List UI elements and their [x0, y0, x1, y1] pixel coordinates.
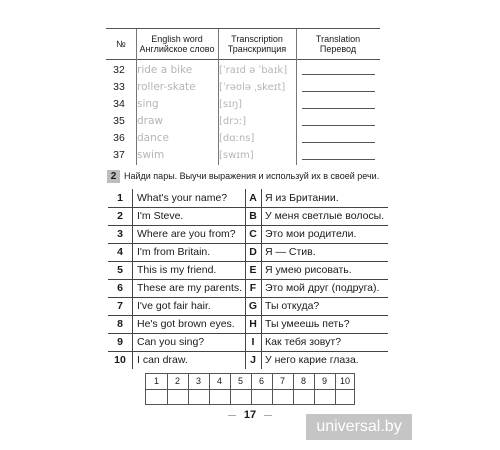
pair-number: 2 [117, 210, 123, 222]
pair-number: 8 [117, 318, 123, 330]
page-number: 17 [243, 409, 257, 421]
pair-row [108, 279, 388, 298]
page-number-dash-right [264, 415, 272, 416]
pair-russian: Я из Британии. [265, 192, 339, 204]
vocab-row [106, 79, 380, 96]
answer-grid-number: 6 [258, 376, 264, 386]
watermark: universal.by [306, 414, 412, 440]
pair-letter: J [250, 354, 256, 366]
vocab-row [106, 96, 380, 113]
header-number-label: № [116, 39, 126, 49]
translation-blank-line[interactable] [302, 91, 375, 92]
vocab-row-transcription: [swɪm] [219, 150, 254, 161]
header-english-ru: Английское слово [139, 44, 215, 54]
answer-grid-number: 1 [153, 376, 159, 386]
pair-english: He's got brown eyes. [137, 318, 235, 330]
grid-divider [167, 374, 168, 405]
pair-number: 5 [117, 264, 123, 276]
header-english-en: English word [151, 34, 203, 44]
pair-number: 6 [117, 282, 123, 294]
vocab-row [106, 62, 380, 79]
pair-letter: E [249, 264, 257, 276]
grid-divider [293, 374, 294, 405]
pair-russian: У него карие глаза. [265, 354, 359, 366]
vocab-row-transcription: [ˈraɪd ə ˈbaɪk] [219, 65, 288, 76]
pair-english: What's your name? [137, 192, 228, 204]
vocab-row [106, 147, 380, 164]
pair-letter: A [249, 192, 257, 204]
pair-number: 7 [117, 300, 123, 312]
header-translation-ru: Перевод [319, 44, 357, 54]
pair-letter: G [248, 300, 258, 312]
pair-row [108, 207, 388, 226]
pair-russian: Я — Стив. [265, 246, 316, 258]
vocab-row-transcription: [sɪŋ] [219, 99, 243, 110]
vocab-row-word: ride a bike [137, 64, 193, 76]
grid-divider [188, 374, 189, 405]
pair-russian: Как тебя зовут? [265, 336, 342, 348]
grid-divider [251, 374, 252, 405]
matching-table [108, 189, 388, 369]
grid-divider [209, 374, 210, 405]
translation-blank-line[interactable] [302, 142, 375, 143]
task-number-badge: 2 [107, 170, 120, 183]
pair-row [108, 225, 388, 244]
vocab-row-number: 36 [113, 132, 125, 144]
pair-letter: B [249, 210, 257, 222]
pair-letter: I [251, 336, 255, 348]
answer-grid-number: 10 [339, 376, 350, 386]
grid-divider [272, 374, 273, 405]
pair-number: 9 [117, 336, 123, 348]
answer-grid-number: 9 [321, 376, 327, 386]
pair-row [108, 315, 388, 334]
header-translation [296, 29, 380, 60]
translation-blank-line[interactable] [302, 74, 375, 75]
pair-row [108, 189, 388, 208]
pair-english: Where are you from? [137, 228, 236, 240]
pair-english: Can you sing? [137, 336, 205, 348]
answer-grid [145, 373, 355, 405]
vocab-row-number: 32 [113, 64, 125, 76]
translation-blank-line[interactable] [302, 159, 375, 160]
header-transcription-ru: Транскрипция [227, 44, 287, 54]
pair-russian: Это мой друг (подруга). [265, 282, 380, 294]
header-translation-en: Translation [315, 34, 361, 44]
pair-number: 1 [117, 192, 123, 204]
header-transcription [218, 29, 296, 60]
task-instruction: Найди пары. Выучи выражения и используй их в своей речи. [124, 171, 380, 181]
pair-russian: Это мои родители. [265, 228, 357, 240]
vocab-row-word: sing [137, 98, 159, 110]
translation-blank-line[interactable] [302, 108, 375, 109]
vocab-row-transcription: [ˈrəʊlə ˌskeɪt] [219, 82, 286, 93]
pair-row [108, 351, 388, 369]
pair-row [108, 261, 388, 280]
answer-grid-number: 5 [237, 376, 243, 386]
vocab-row-number: 33 [113, 81, 125, 93]
answer-grid-number: 7 [279, 376, 285, 386]
vocab-row [106, 113, 380, 130]
pair-number: 4 [117, 246, 123, 258]
vocab-row-word: dance [137, 132, 169, 144]
pair-russian: Я умею рисовать. [265, 264, 352, 276]
vocab-row [106, 130, 380, 147]
pair-english: I can draw. [137, 354, 188, 366]
header-number [106, 29, 136, 60]
pair-russian: У меня светлые волосы. [265, 210, 385, 222]
pair-letter: C [249, 228, 257, 240]
vocab-row-transcription: [dɑːns] [219, 133, 255, 144]
pair-english: I'm Steve. [137, 210, 184, 222]
pair-number: 10 [114, 354, 126, 366]
pair-english: I've got fair hair. [137, 300, 211, 312]
vocab-table [106, 28, 380, 165]
pair-english: These are my parents. [137, 282, 243, 294]
pair-english: I'm from Britain. [137, 246, 211, 258]
pair-russian: Ты умеешь петь? [265, 318, 350, 330]
grid-divider [335, 374, 336, 405]
translation-blank-line[interactable] [302, 125, 375, 126]
vocab-row-number: 35 [113, 115, 125, 127]
answer-grid-number: 8 [300, 376, 306, 386]
answer-grid-number: 4 [216, 376, 222, 386]
pair-row [108, 333, 388, 352]
vocab-row-word: roller-skate [137, 81, 196, 93]
answer-grid-number: 3 [195, 376, 201, 386]
grid-divider [230, 374, 231, 405]
vocab-row-word: swim [137, 149, 165, 161]
header-english-word [136, 29, 218, 60]
header-transcription-en: Transcription [231, 34, 283, 44]
grid-divider [314, 374, 315, 405]
vocab-row-transcription: [drɔː] [219, 116, 247, 127]
pair-letter: D [249, 246, 257, 258]
vocab-row-number: 34 [113, 98, 125, 110]
pair-russian: Ты откуда? [265, 300, 320, 312]
vocab-row-word: draw [137, 115, 164, 127]
pair-number: 3 [117, 228, 123, 240]
vocab-row-number: 37 [113, 149, 125, 161]
pair-row [108, 297, 388, 316]
pair-letter: H [249, 318, 257, 330]
answer-grid-number: 2 [174, 376, 180, 386]
pair-letter: F [249, 282, 257, 294]
pair-english: This is my friend. [137, 264, 217, 276]
page-number-dash-left [228, 415, 236, 416]
pair-row [108, 243, 388, 262]
